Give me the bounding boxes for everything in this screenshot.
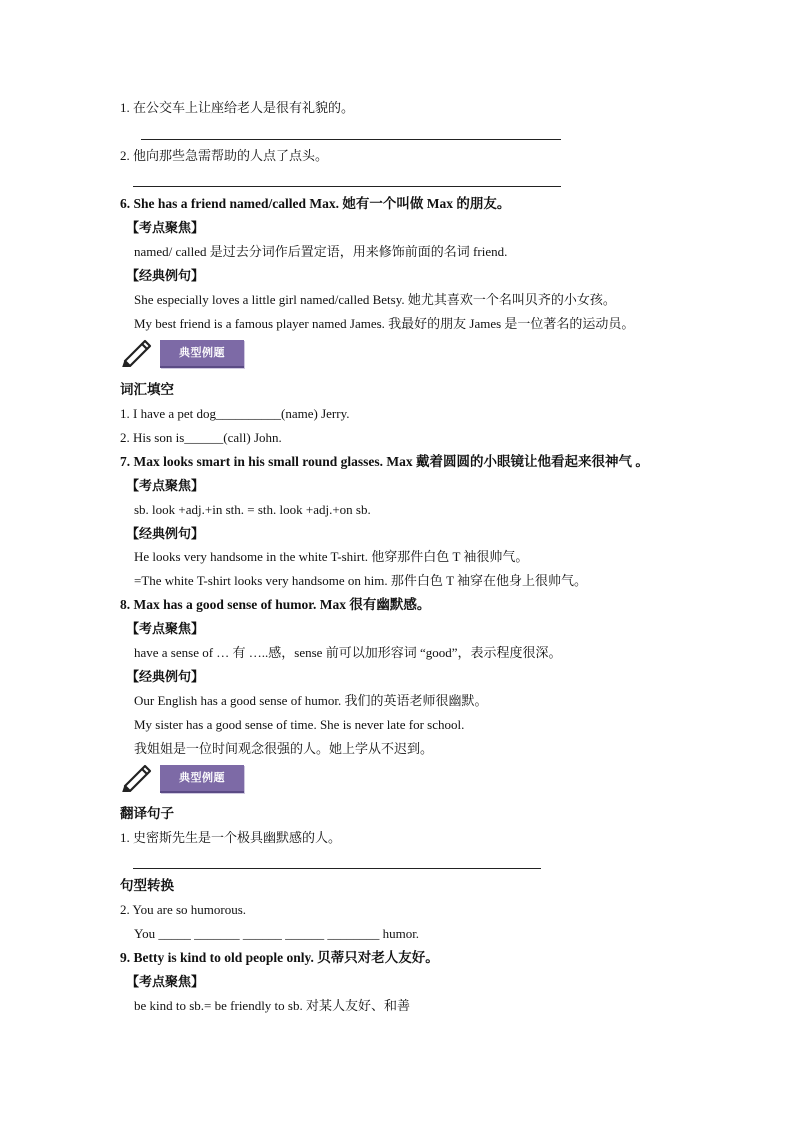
point-9-title: 9. Betty is kind to old people only. 贝蒂只对老人友好。 — [120, 950, 439, 965]
point-7-title: 7. Max looks smart in his small round glasses. Max 戴着圆圆的小眼镜让他看起来很神气 。 — [120, 454, 649, 469]
example-sentence: She especially loves a little girl named/called Betsy. 她尤其喜欢一个名叫贝齐的小女孩。 — [134, 292, 616, 307]
exercise-title: 翻译句子 — [120, 806, 174, 821]
focus-label: 【考点聚焦】 — [126, 621, 205, 636]
translation-item-2: 2. 他向那些急需帮助的人点了点头。 — [120, 148, 329, 163]
exercise-question: 1. I have a pet dog__________(name) Jerry. — [120, 406, 350, 421]
pencil-icon — [120, 339, 154, 367]
focus-label: 【考点聚焦】 — [126, 478, 205, 493]
focus-text: named/ called 是过去分词作后置定语，用来修饰前面的名词 friend. — [134, 244, 508, 259]
focus-text: be kind to sb.= be friendly to sb. 对某人友好、和善 — [134, 998, 410, 1013]
typical-examples-banner — [120, 337, 246, 369]
example-sentence: My sister has a good sense of time. She is never late for school. — [134, 717, 465, 732]
answer-line — [141, 139, 561, 140]
point-6-title: 6. She has a friend named/called Max. 她有一个叫做 Max 的朋友。 — [120, 196, 511, 211]
translation-item-1: 1. 在公交车上让座给老人是很有礼貌的。 — [120, 100, 355, 115]
banner-label: 典型例题 — [160, 340, 244, 368]
example-label: 【经典例句】 — [126, 526, 205, 541]
exercise-title: 词汇填空 — [120, 382, 174, 397]
fill-in-blank: You _____ _______ ______ ______ ________ humor. — [134, 926, 420, 941]
example-sentence: He looks very handsome in the white T-shirt. 他穿那件白色 T 袖很帅气。 — [134, 549, 529, 564]
example-sentence: Our English has a good sense of humor. 我们的英语老师很幽默。 — [134, 693, 488, 708]
example-sentence: My best friend is a famous player named James. 我最好的朋友 James 是一位著名的运动员。 — [134, 316, 635, 331]
example-sentence: 我姐姐是一位时间观念很强的人。她上学从不迟到。 — [134, 741, 434, 756]
focus-text: sb. look +adj.+in sth. = sth. look +adj.+on sb. — [134, 502, 371, 517]
exercise-question: 1. 史密斯先生是一个极具幽默感的人。 — [120, 830, 342, 845]
example-sentence: =The white T-shirt looks very handsome on him. 那件白色 T 袖穿在他身上很帅气。 — [134, 573, 588, 588]
pencil-icon — [120, 764, 154, 792]
exercise-title: 句型转换 — [120, 878, 174, 893]
example-label: 【经典例句】 — [126, 268, 205, 283]
point-8-title: 8. Max has a good sense of humor. Max 很有幽默感。 — [120, 597, 431, 612]
example-label: 【经典例句】 — [126, 669, 205, 684]
focus-label: 【考点聚焦】 — [126, 220, 205, 235]
banner-label: 典型例题 — [160, 765, 244, 793]
answer-line — [133, 868, 541, 869]
typical-examples-banner — [120, 762, 246, 794]
exercise-question: 2. You are so humorous. — [120, 902, 247, 917]
focus-text: have a sense of … 有 …..感，sense 前可以加形容词 “good”，表示程度很深。 — [134, 645, 562, 660]
exercise-question: 2. His son is______(call) John. — [120, 430, 282, 445]
focus-label: 【考点聚焦】 — [126, 974, 205, 989]
answer-line — [133, 186, 561, 187]
